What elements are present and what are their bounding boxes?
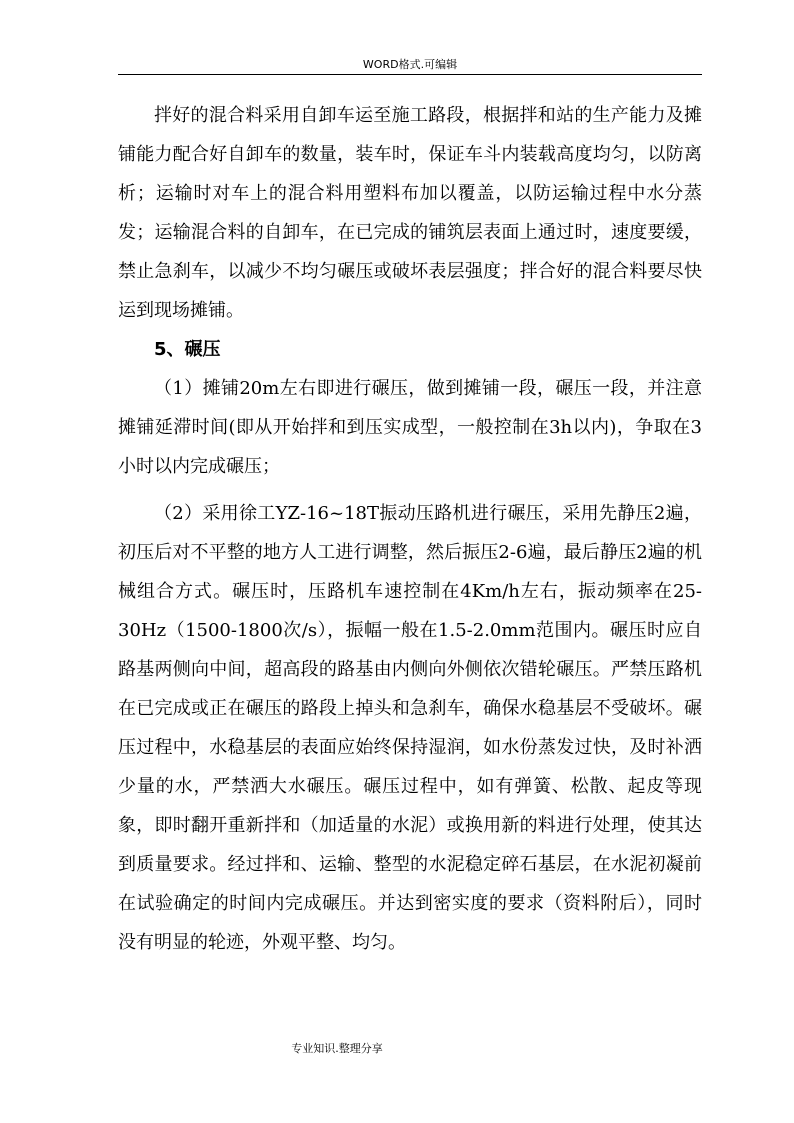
section-heading-compaction: 5、碾压 xyxy=(154,339,221,360)
paragraph-transport: 拌好的混合料采用自卸车运至施工路段，根据拌和站的生产能力及摊铺能力配合好自卸车的数量，装车时，保证车斗内装载高度均匀，以防离析；运输时对车上的混合料用塑料布加以覆盖，以防运输过程中水分蒸发；运输混合料的自卸车，在已完成的铺筑层表面上通过时，速度要缓，禁止急刹车，以减少不均匀碾压或破坏表层强度；拌合好的混合料要尽快运到现场摊铺。 xyxy=(118,105,702,321)
paragraph-compaction-1: （1）摊铺20m左右即进行碾压，做到摊铺一段，碾压一段，并注意摊铺延滞时间(即从开始拌和到压实成型，一般控制在3h以内)，争取在3小时以内完成碾压； xyxy=(118,378,702,477)
document-body xyxy=(118,96,702,962)
page-footer: 专业知识.整理分享 xyxy=(291,1042,383,1055)
paragraph-compaction-2: （2）采用徐工YZ-16~18T振动压路机进行碾压，采用先静压2遍，初压后对不平整的地方人工进行调整，然后振压2-6遍，最后静压2遍的机械组合方式。碾压时，压路机车速控制在4Km/h左右，振动频率在25-30Hz（1500-1800次/s），振幅一般在1.5-2.0mm范围内。碾压时应自路基两侧向中间，超高段的路基由内侧向外侧依次错轮碾压。严禁压路机在已完成或正在碾压的路段上掉头和急刹车，确保水稳基层不受破坏。碾压过程中，水稳基层的表面应始终保持湿润，如水份蒸发过快，及时补洒少量的水，严禁洒大水碾压。碾压过程中，如有弹簧、松散、起皮等现象，即时翻开重新拌和（加适量的水泥）或换用新的料进行处理，使其达到质量要求。经过拌和、运输、整型的水泥稳定碎石基层，在水泥初凝前在试验确定的时间内完成碾压。并达到密实度的要求（资料附后），同时没有明显的轮迹，外观平整、均匀。 xyxy=(118,503,702,953)
page-header: WORD格式.可编辑 xyxy=(118,56,702,75)
